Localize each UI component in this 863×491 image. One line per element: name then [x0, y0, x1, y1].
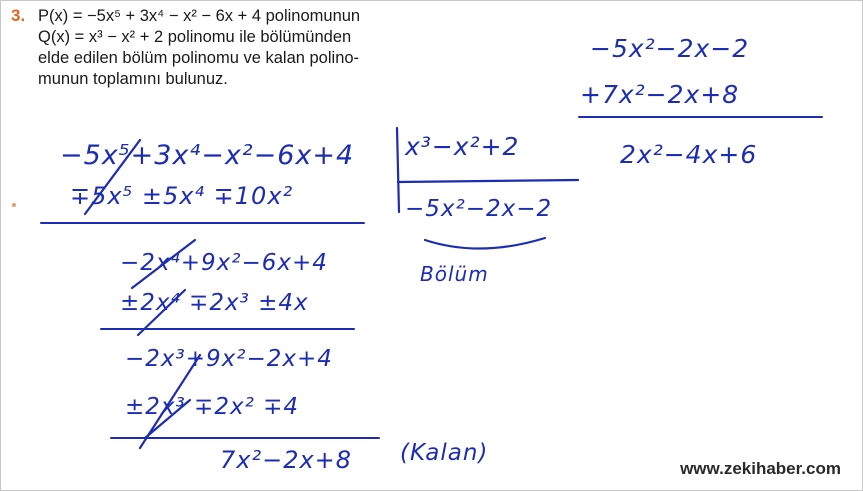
strike-mark [138, 290, 185, 335]
division-bracket-horizontal [398, 180, 578, 182]
question-number: 3. [11, 6, 26, 25]
quotient: −5x²−2x−2 [405, 196, 553, 222]
division-bracket-vertical [397, 128, 399, 212]
strike-mark [85, 140, 140, 214]
strike-mark [132, 240, 195, 288]
watermark: www.zekihaber.com [680, 459, 841, 478]
question-line: P(x) = −5x⁵ + 3x⁴ − x² − 6x + 4 polinomunun [38, 7, 361, 25]
sum-result: 2x²−4x+6 [620, 140, 758, 169]
dividend: −5x⁵+3x⁴−x²−6x+4 [60, 140, 355, 171]
division-step: ∓5x⁵ ±5x⁴ ∓10x² [70, 182, 294, 210]
question-line: munun toplamını bulunuz. [38, 70, 228, 88]
question-line: elde edilen bölüm polinomu ve kalan polino- [38, 49, 360, 67]
division-step: −2x⁴+9x²−6x+4 [120, 250, 328, 276]
remainder: 7x²−2x+8 [220, 446, 353, 474]
question-line: Q(x) = x³ − x² + 2 polinomu ile bölümünden [38, 28, 352, 46]
division-step: ±2x³ ∓2x² ∓4 [125, 394, 299, 420]
quotient-underline [425, 238, 545, 249]
sum-line-1: −5x²−2x−2 [590, 34, 750, 63]
ink-dot [12, 203, 16, 207]
divisor: x³−x²+2 [405, 132, 520, 161]
remainder-label: (Kalan) [400, 440, 489, 466]
sum-line-2: +7x²−2x+8 [580, 80, 740, 109]
quotient-label: Bölüm [420, 262, 489, 286]
division-step: −2x³+9x²−2x+4 [125, 346, 333, 372]
division-step: ±2x⁴ ∓2x³ ±4x [120, 290, 309, 316]
